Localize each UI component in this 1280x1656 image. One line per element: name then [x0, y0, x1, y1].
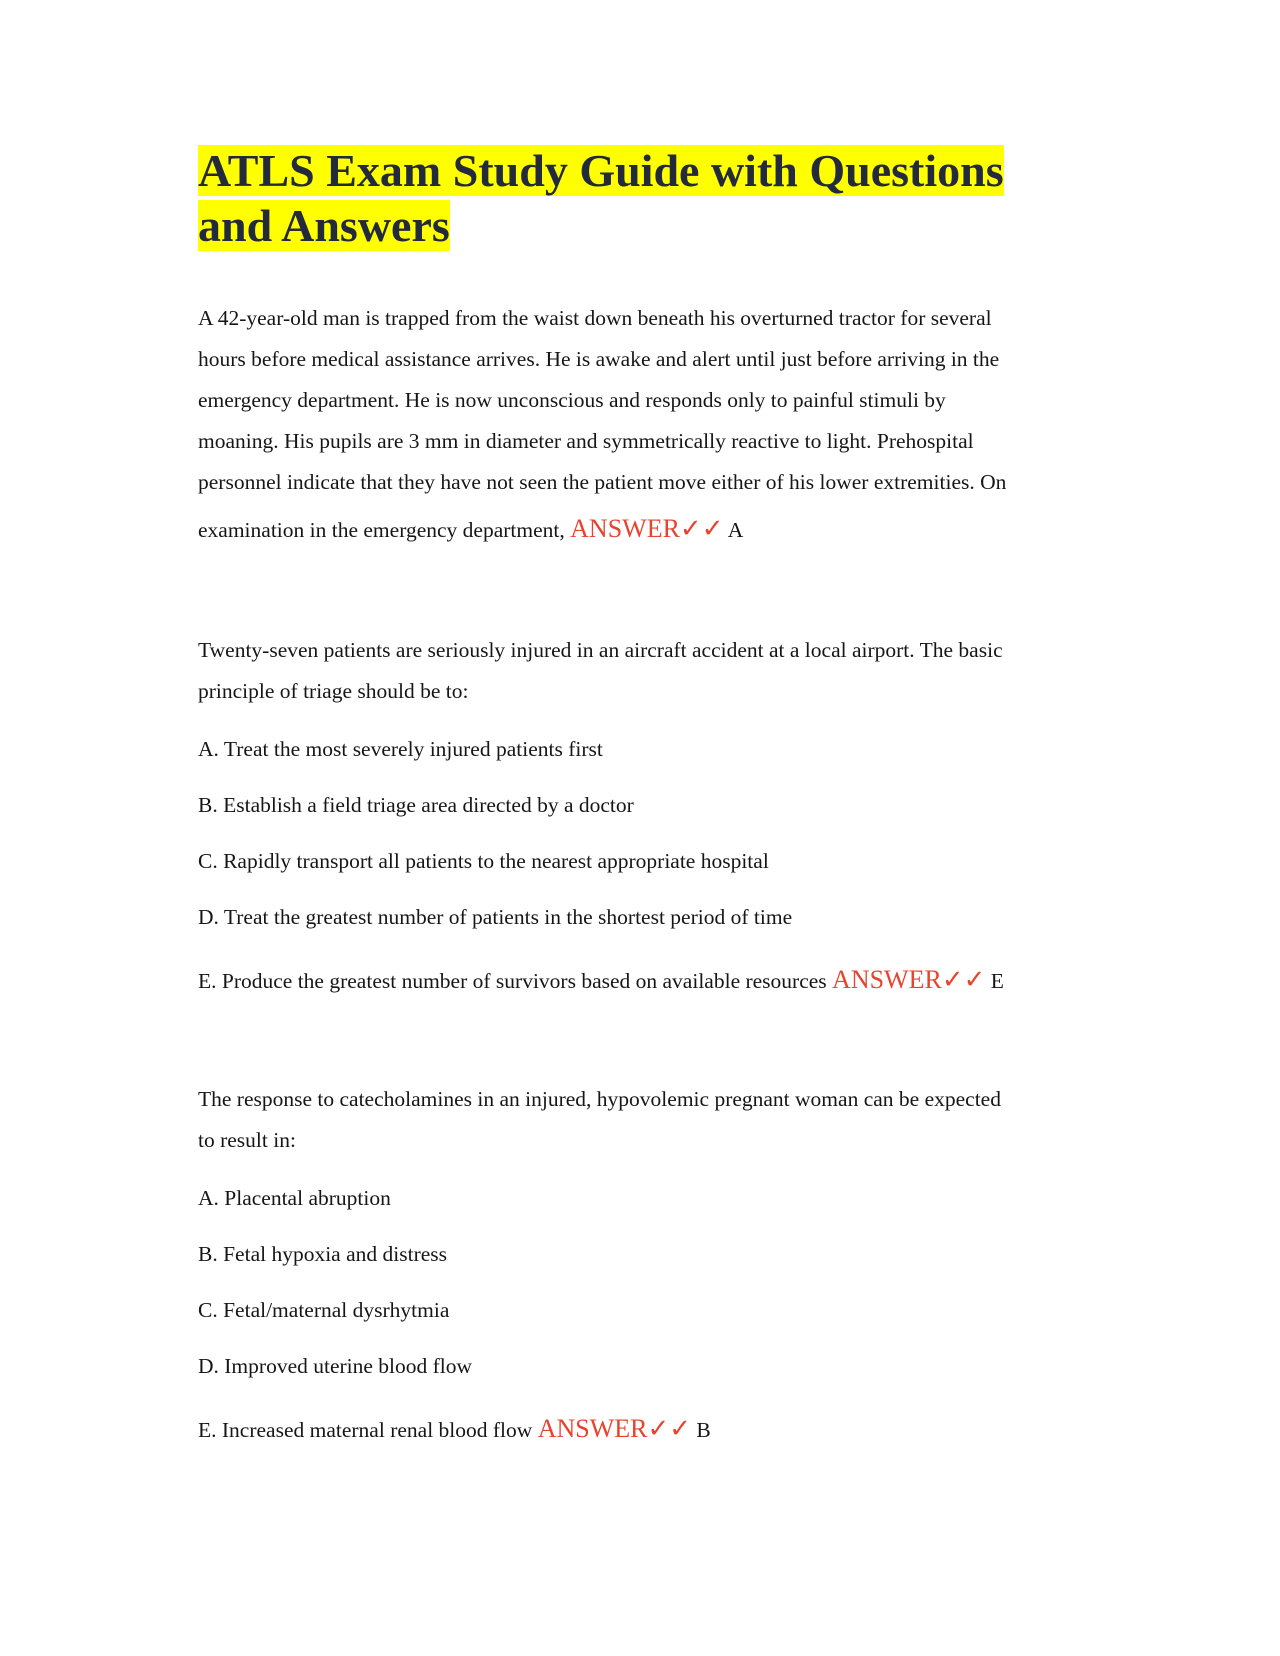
question-1-line: A 42-year-old man is trapped from the waist down beneath his overturned tractor for several [198, 306, 992, 330]
answer-letter: B [696, 1418, 711, 1442]
question-1-line: examination in the emergency department, [198, 518, 565, 542]
question-3-line: to result in: [198, 1128, 296, 1152]
question-2-option-c: C. Rapidly transport all patients to the nearest appropriate hospital [198, 849, 769, 873]
question-2 [198, 630, 1098, 712]
question-3 [198, 1079, 1098, 1161]
question-2-option-d: D. Treat the greatest number of patients in the shortest period of time [198, 905, 793, 929]
question-2-option-a: A. Treat the most severely injured patients first [198, 737, 603, 761]
answer-letter: E [990, 969, 1004, 993]
answer-letter: A [727, 518, 744, 542]
answer-label: ANSWER✓✓ [832, 965, 986, 994]
question-1-line: moaning. His pupils are 3 mm in diameter and symmetrically reactive to light. Prehospital [198, 429, 974, 453]
question-2-line: principle of triage should be to: [198, 679, 469, 703]
document-title [198, 143, 1098, 253]
title-highlight-line-1 [198, 145, 1004, 196]
title-line-2: and Answers [198, 200, 450, 251]
question-1 [198, 298, 1098, 549]
question-3-option-e [198, 1414, 711, 1445]
question-2-line: Twenty-seven patients are seriously injured in an aircraft accident at a local airport. The basic [198, 638, 1003, 662]
answer-label: ANSWER✓✓ [537, 1414, 692, 1443]
question-3-line: The response to catecholamines in an injured, hypovolemic pregnant woman can be expected [198, 1087, 1001, 1111]
question-2-option-e [198, 965, 1004, 996]
question-1-line: personnel indicate that they have not seen the patient move either of his lower extremities. On [198, 470, 1007, 494]
question-3-option-b: B. Fetal hypoxia and distress [198, 1242, 448, 1266]
answer-label: ANSWER✓✓ [570, 514, 724, 543]
title-highlight-line-2 [198, 200, 450, 251]
question-1-line: emergency department. He is now unconscious and responds only to painful stimuli by [198, 388, 946, 412]
option-text: E. Produce the greatest number of survivors based on available resources [198, 969, 827, 993]
title-line-1: ATLS Exam Study Guide with Questions [198, 145, 1004, 196]
question-3-option-a: A. Placental abruption [198, 1186, 391, 1210]
question-2-option-b: B. Establish a field triage area directed by a doctor [198, 793, 634, 817]
question-3-option-c: C. Fetal/maternal dysrhytmia [198, 1298, 450, 1322]
question-1-last-line [198, 508, 1098, 549]
option-text: E. Increased maternal renal blood flow [198, 1418, 533, 1442]
question-1-line: hours before medical assistance arrives. He is awake and alert until just before arriving in the [198, 347, 1000, 371]
question-3-option-d: D. Improved uterine blood flow [198, 1354, 473, 1378]
